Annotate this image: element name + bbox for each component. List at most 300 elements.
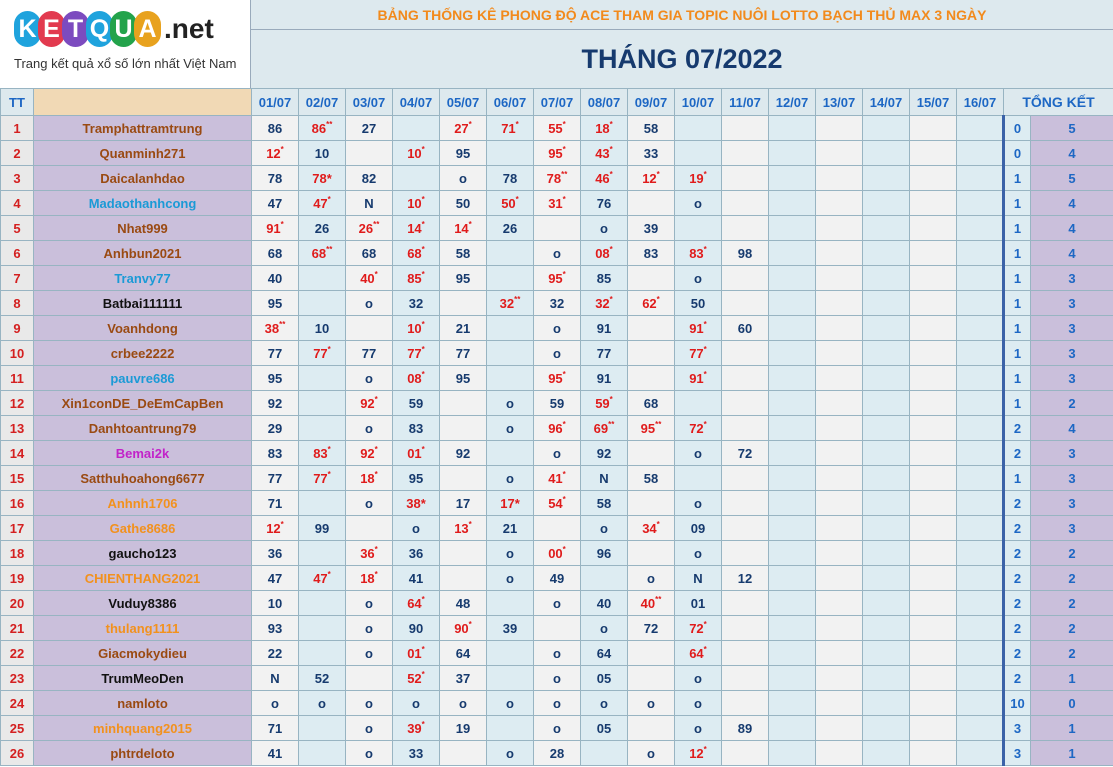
player-name[interactable]: Bemai2k [34, 441, 252, 466]
cell-value: o [365, 645, 373, 661]
table-body [1, 116, 1113, 766]
summary-miss-count: 1 [1004, 391, 1031, 416]
day-cell [816, 566, 863, 591]
cell-value: 68 [407, 245, 422, 261]
logo-letter: K [14, 11, 41, 47]
player-name[interactable]: Anhnh1706 [34, 491, 252, 516]
cell-value: 43 [595, 145, 610, 161]
summary-hit-count: 4 [1031, 141, 1113, 166]
table-title: BẢNG THỐNG KÊ PHONG ĐỘ ACE THAM GIA TOPIC NUÔI LOTTO BẠCH THỦ MAX 3 NGÀY [251, 0, 1113, 30]
cell-value: 50 [455, 195, 471, 211]
day-cell [769, 391, 816, 416]
cell-value: 69 [593, 420, 609, 436]
cell-value: 77 [313, 345, 328, 361]
day-cell [722, 266, 769, 291]
day-cell [628, 266, 675, 291]
row-number: 20 [1, 591, 34, 616]
cell-value: 10 [267, 595, 283, 611]
cell-value: 95 [455, 145, 471, 161]
player-name[interactable]: Vuduy8386 [34, 591, 252, 616]
cell-mark: * [374, 269, 378, 279]
day-cell [440, 616, 487, 641]
summary-miss-count: 1 [1004, 191, 1031, 216]
day-cell [581, 366, 628, 391]
month-title: THÁNG 07/2022 [251, 30, 1113, 88]
day-cell [299, 291, 346, 316]
table-row [1, 316, 1113, 341]
day-cell [628, 741, 675, 766]
day-cell [722, 616, 769, 641]
player-name[interactable]: Gathe8686 [34, 516, 252, 541]
cell-value: 12 [737, 570, 753, 586]
table-row [1, 441, 1113, 466]
day-cell [252, 441, 299, 466]
day-cell [675, 491, 722, 516]
day-cell [346, 491, 393, 516]
day-cell [393, 241, 440, 266]
day-cell [534, 591, 581, 616]
cell-mark: * [609, 294, 613, 304]
cell-value: 41 [408, 570, 424, 586]
table-row [1, 366, 1113, 391]
day-cell [863, 616, 910, 641]
table-row [1, 666, 1113, 691]
day-cell [487, 366, 534, 391]
site-logo[interactable] [0, 0, 251, 88]
day-cell [675, 741, 722, 766]
cell-mark: * [703, 419, 707, 429]
day-cell [487, 216, 534, 241]
cell-mark: * [421, 194, 425, 204]
day-cell [910, 691, 957, 716]
day-cell [675, 566, 722, 591]
day-cell [440, 641, 487, 666]
day-cell [722, 691, 769, 716]
cell-value: 92 [360, 395, 375, 411]
player-name[interactable]: Anhbun2021 [34, 241, 252, 266]
summary-miss-count: 2 [1004, 541, 1031, 566]
day-cell [299, 241, 346, 266]
day-cell [534, 291, 581, 316]
player-name[interactable]: Madaothanhcong [34, 191, 252, 216]
player-name[interactable]: Nhat999 [34, 216, 252, 241]
cell-value: o [459, 695, 467, 711]
cell-value: 05 [596, 720, 612, 736]
day-cell [581, 141, 628, 166]
summary-miss-count: 10 [1004, 691, 1031, 716]
day-cell [440, 391, 487, 416]
cell-value: 91 [266, 220, 281, 236]
day-cell [957, 416, 1004, 441]
cell-value: 89 [737, 720, 753, 736]
cell-value: 13 [454, 520, 469, 536]
day-cell [534, 441, 581, 466]
day-cell [440, 666, 487, 691]
cell-mark: * [280, 519, 284, 529]
day-cell [628, 341, 675, 366]
day-cell [910, 141, 957, 166]
cell-value: 26 [358, 220, 374, 236]
cell-value: 33 [643, 145, 659, 161]
day-cell [675, 116, 722, 141]
day-cell [393, 666, 440, 691]
cell-value: 18 [595, 120, 610, 136]
day-cell [675, 591, 722, 616]
day-cell [957, 691, 1004, 716]
cell-value: o [694, 670, 702, 686]
cell-value: o [553, 695, 561, 711]
day-cell [299, 166, 346, 191]
day-cell [957, 641, 1004, 666]
cell-value: 71 [267, 720, 283, 736]
day-cell [816, 366, 863, 391]
summary-hit-count: 4 [1031, 241, 1113, 266]
day-cell [628, 566, 675, 591]
cell-value: 91 [689, 370, 704, 386]
player-name[interactable]: gaucho123 [34, 541, 252, 566]
day-cell [299, 316, 346, 341]
day-cell [440, 316, 487, 341]
row-number: 2 [1, 141, 34, 166]
cell-mark: * [562, 469, 566, 479]
summary-miss-count: 0 [1004, 116, 1031, 141]
cell-value: 32 [549, 295, 565, 311]
day-cell [487, 491, 534, 516]
cell-mark: * [421, 669, 425, 679]
day-cell [346, 391, 393, 416]
day-cell [957, 166, 1004, 191]
cell-value: 52 [407, 670, 422, 686]
day-cell [722, 466, 769, 491]
day-cell [816, 591, 863, 616]
day-cell [299, 266, 346, 291]
cell-value: 38 [264, 320, 280, 336]
day-cell [816, 516, 863, 541]
day-cell [393, 366, 440, 391]
summary-miss-count: 1 [1004, 241, 1031, 266]
day-cell [440, 741, 487, 766]
day-cell [863, 591, 910, 616]
day-cell [628, 591, 675, 616]
header-day: 06/07 [487, 89, 534, 116]
cell-value: o [412, 695, 420, 711]
summary-hit-count: 3 [1031, 266, 1113, 291]
cell-value: 78 [267, 170, 283, 186]
cell-value: 92 [267, 395, 283, 411]
day-cell [440, 216, 487, 241]
player-name[interactable]: Batbai111111 [34, 291, 252, 316]
cell-value: 46 [595, 170, 610, 186]
cell-value: 49 [549, 570, 565, 586]
cell-mark: * [468, 119, 472, 129]
day-cell [816, 316, 863, 341]
cell-mark: * [562, 194, 566, 204]
day-cell [628, 441, 675, 466]
day-cell [581, 616, 628, 641]
day-cell [769, 491, 816, 516]
day-cell [299, 641, 346, 666]
player-name[interactable]: Voanhdong [34, 316, 252, 341]
cell-value: 50 [690, 295, 706, 311]
summary-miss-count: 2 [1004, 641, 1031, 666]
summary-hit-count: 3 [1031, 441, 1113, 466]
cell-value: 98 [737, 245, 753, 261]
day-cell [816, 266, 863, 291]
cell-value: 08 [595, 245, 610, 261]
cell-mark: * [327, 444, 331, 454]
day-cell [910, 266, 957, 291]
player-name[interactable]: minhquang2015 [34, 716, 252, 741]
cell-mark: * [421, 244, 425, 254]
cell-value: o [506, 570, 514, 586]
player-name[interactable]: CHIENTHANG2021 [34, 566, 252, 591]
day-cell [487, 266, 534, 291]
cell-value: 33 [408, 745, 424, 761]
day-cell [393, 166, 440, 191]
cell-mark: * [562, 494, 566, 504]
day-cell [816, 491, 863, 516]
day-cell [440, 416, 487, 441]
cell-value: o [365, 295, 373, 311]
day-cell [581, 291, 628, 316]
cell-value: 72 [689, 420, 704, 436]
cell-value: o [694, 270, 702, 286]
cell-value: o [506, 545, 514, 561]
day-cell [722, 366, 769, 391]
cell-mark: * [703, 744, 707, 754]
header-day: 13/07 [816, 89, 863, 116]
day-cell [440, 291, 487, 316]
summary-hit-count: 3 [1031, 291, 1113, 316]
day-cell [252, 191, 299, 216]
day-cell [769, 641, 816, 666]
day-cell [910, 666, 957, 691]
cell-value: o [553, 445, 561, 461]
day-cell [534, 716, 581, 741]
player-name[interactable]: Satthuhoahong6677 [34, 466, 252, 491]
day-cell [581, 666, 628, 691]
day-cell [675, 516, 722, 541]
day-cell [346, 566, 393, 591]
summary-miss-count: 2 [1004, 591, 1031, 616]
cell-mark: * [656, 169, 660, 179]
cell-mark: * [374, 444, 378, 454]
cell-value: 64 [689, 645, 704, 661]
cell-value: 12 [642, 170, 657, 186]
cell-value: 91 [689, 320, 704, 336]
day-cell [581, 166, 628, 191]
day-cell [393, 491, 440, 516]
day-cell [487, 441, 534, 466]
cell-value: N [270, 670, 280, 686]
cell-value: 92 [455, 445, 471, 461]
summary-hit-count: 5 [1031, 166, 1113, 191]
day-cell [440, 716, 487, 741]
day-cell [910, 541, 957, 566]
cell-value: 68 [643, 395, 659, 411]
day-cell [252, 166, 299, 191]
cell-mark: * [374, 394, 378, 404]
day-cell [252, 241, 299, 266]
day-cell [816, 616, 863, 641]
summary-hit-count: 3 [1031, 491, 1113, 516]
table-row [1, 491, 1113, 516]
cell-value: 91 [596, 320, 612, 336]
cell-value: N [693, 570, 703, 586]
player-name[interactable]: Tramphattramtrung [34, 116, 252, 141]
day-cell [863, 741, 910, 766]
day-cell [534, 116, 581, 141]
cell-value: 38* [406, 495, 426, 511]
day-cell [534, 691, 581, 716]
day-cell [628, 666, 675, 691]
summary-hit-count: 4 [1031, 216, 1113, 241]
cell-value: o [506, 420, 514, 436]
cell-value: 01 [690, 595, 706, 611]
day-cell [863, 566, 910, 591]
day-cell [722, 441, 769, 466]
logo-letter: E [38, 11, 65, 47]
cell-value: 83 [267, 445, 283, 461]
day-cell [816, 191, 863, 216]
summary-miss-count: 1 [1004, 291, 1031, 316]
day-cell [816, 416, 863, 441]
cell-value: 10 [314, 320, 330, 336]
day-cell [628, 416, 675, 441]
day-cell [628, 491, 675, 516]
day-cell [534, 516, 581, 541]
day-cell [816, 241, 863, 266]
day-cell [722, 566, 769, 591]
cell-value: 77 [361, 345, 377, 361]
cell-mark: * [656, 294, 660, 304]
cell-value: 77 [455, 345, 471, 361]
cell-mark: * [327, 344, 331, 354]
cell-value: o [694, 695, 702, 711]
player-name[interactable]: Giacmokydieu [34, 641, 252, 666]
day-cell [863, 266, 910, 291]
cell-value: 96 [548, 420, 563, 436]
day-cell [299, 116, 346, 141]
day-cell [487, 716, 534, 741]
player-name[interactable]: TrumMeoDen [34, 666, 252, 691]
day-cell [769, 691, 816, 716]
day-cell [628, 291, 675, 316]
summary-hit-count: 3 [1031, 516, 1113, 541]
player-name[interactable]: phtrdeloto [34, 741, 252, 766]
table-row [1, 291, 1113, 316]
header-day: 09/07 [628, 89, 675, 116]
cell-value: 47 [267, 570, 283, 586]
day-cell [628, 166, 675, 191]
day-cell [393, 691, 440, 716]
cell-value: o [365, 495, 373, 511]
player-name[interactable]: Xin1conDE_DeEmCapBen [34, 391, 252, 416]
day-cell [910, 716, 957, 741]
cell-value: 21 [455, 320, 471, 336]
cell-value: 01 [407, 445, 422, 461]
day-cell [722, 666, 769, 691]
day-cell [910, 741, 957, 766]
day-cell [534, 266, 581, 291]
player-name[interactable]: crbee2222 [34, 341, 252, 366]
cell-value: o [694, 495, 702, 511]
day-cell [769, 166, 816, 191]
day-cell [769, 266, 816, 291]
table-row [1, 241, 1113, 266]
header-day: 12/07 [769, 89, 816, 116]
cell-value: 95 [455, 270, 471, 286]
day-cell [393, 416, 440, 441]
day-cell [252, 116, 299, 141]
summary-miss-count: 3 [1004, 716, 1031, 741]
table-row [1, 166, 1113, 191]
cell-value: 95 [548, 370, 563, 386]
cell-value: 47 [267, 195, 283, 211]
row-number: 4 [1, 191, 34, 216]
cell-value: 59 [549, 395, 565, 411]
player-name[interactable]: Danhtoantrung79 [34, 416, 252, 441]
day-cell [487, 591, 534, 616]
table-row [1, 691, 1113, 716]
cell-value: 86 [311, 120, 327, 136]
day-cell [863, 516, 910, 541]
player-name[interactable]: Tranvy77 [34, 266, 252, 291]
day-cell [581, 491, 628, 516]
day-cell [440, 166, 487, 191]
cell-value: 10 [407, 195, 422, 211]
day-cell [910, 591, 957, 616]
cell-value: 60 [737, 320, 753, 336]
day-cell [863, 716, 910, 741]
player-name[interactable]: namloto [34, 691, 252, 716]
cell-mark: ** [326, 119, 333, 129]
cell-value: 64 [455, 645, 471, 661]
player-name[interactable]: Quanminh271 [34, 141, 252, 166]
cell-mark: * [562, 544, 566, 554]
cell-value: 14 [407, 220, 422, 236]
day-cell [628, 541, 675, 566]
day-cell [722, 166, 769, 191]
cell-value: 39 [407, 720, 422, 736]
day-cell [487, 191, 534, 216]
stats-table [0, 88, 1113, 766]
day-cell [487, 741, 534, 766]
row-number: 12 [1, 391, 34, 416]
player-name[interactable]: Daicalanhdao [34, 166, 252, 191]
day-cell [487, 141, 534, 166]
cell-value: 08 [407, 370, 422, 386]
header-day: 10/07 [675, 89, 722, 116]
summary-miss-count: 1 [1004, 266, 1031, 291]
cell-value: 64 [596, 645, 612, 661]
cell-value: 05 [596, 670, 612, 686]
day-cell [252, 341, 299, 366]
day-cell [957, 191, 1004, 216]
day-cell [769, 366, 816, 391]
player-name[interactable]: thulang1111 [34, 616, 252, 641]
cell-value: 92 [596, 445, 612, 461]
summary-miss-count: 2 [1004, 491, 1031, 516]
day-cell [299, 416, 346, 441]
day-cell [346, 666, 393, 691]
player-name[interactable]: pauvre686 [34, 366, 252, 391]
day-cell [252, 291, 299, 316]
day-cell [487, 566, 534, 591]
table-row [1, 566, 1113, 591]
cell-mark: * [421, 269, 425, 279]
header-day: 14/07 [863, 89, 910, 116]
